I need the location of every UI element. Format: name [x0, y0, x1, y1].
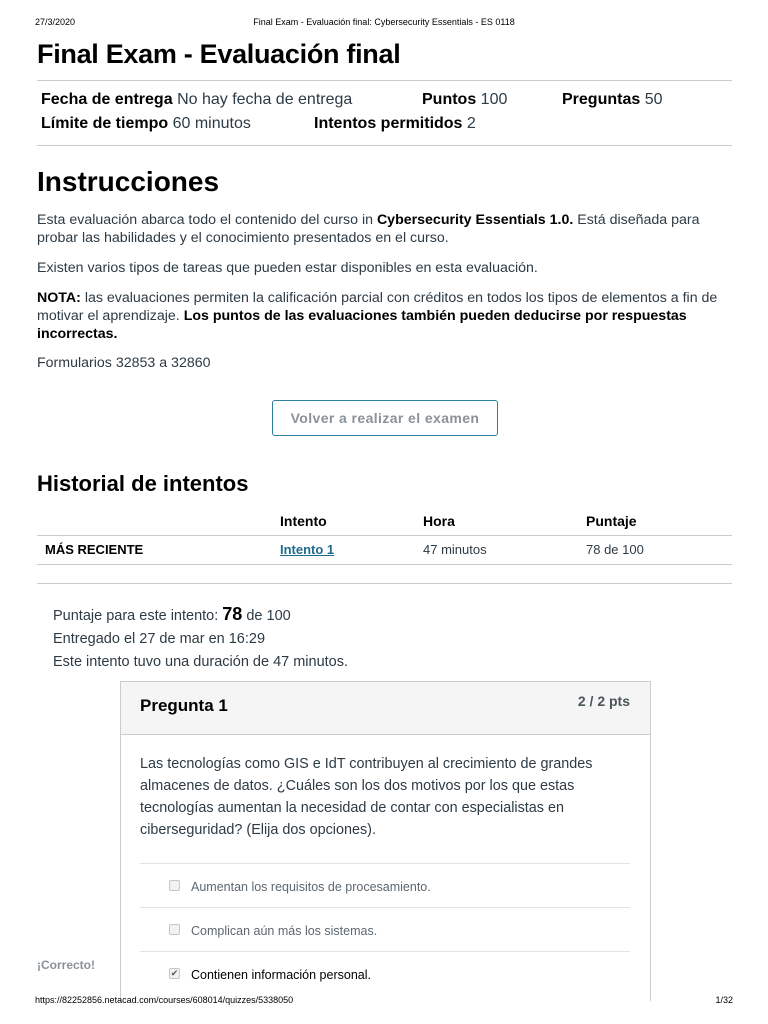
question-points: 2 / 2 pts — [577, 693, 630, 709]
divider — [37, 145, 732, 146]
column-header-time: Hora — [423, 513, 455, 529]
print-date: 27/3/2020 — [35, 17, 76, 27]
question-title: Pregunta 1 — [140, 696, 228, 715]
score-value: 78 — [222, 604, 243, 624]
print-title: Final Exam - Evaluación final: Cybersecurity Essentials - ES 0118 — [253, 17, 515, 27]
divider — [37, 80, 732, 81]
checkbox-icon[interactable] — [169, 924, 180, 935]
checked-checkbox-icon[interactable]: ✔ — [170, 968, 179, 978]
attempt-link-cell — [280, 542, 334, 557]
attempts-label: Intentos permitidos — [314, 115, 463, 132]
checkbox-icon[interactable] — [169, 880, 180, 891]
points-value: 100 — [480, 91, 508, 108]
attempt-1-link[interactable]: Intento 1 — [280, 542, 335, 557]
attempt-score: 78 de 100 — [586, 542, 644, 557]
retake-quiz-button[interactable]: Volver a realizar el examen — [272, 400, 498, 436]
attempt-time: 47 minutos — [423, 542, 487, 557]
duration-line: Este intento tuvo una duración de 47 minutos. — [53, 654, 349, 670]
answer-option[interactable] — [140, 907, 630, 951]
column-header-score: Puntaje — [586, 513, 637, 529]
table-divider — [37, 535, 732, 536]
due-date — [41, 91, 352, 109]
due-date-value: No hay fecha de entrega — [177, 91, 353, 108]
column-header-attempt: Intento — [280, 513, 327, 529]
instructions-paragraph-1: Esta evaluación abarca todo el contenido del curso in Cybersecurity Essentials 1.0. Está diseñada para probar las habilidades y el conocimiento presentados en el curso. — [37, 212, 700, 246]
attempts-value: 2 — [466, 115, 476, 132]
history-heading: Historial de intentos — [37, 471, 249, 496]
answer-label: Complican aún más los sistemas. — [191, 924, 378, 938]
due-date-label: Fecha de entrega — [41, 91, 173, 108]
points — [422, 91, 507, 109]
print-page-number: 1/32 — [715, 995, 733, 1005]
question-card — [120, 681, 651, 1001]
table-divider — [37, 564, 732, 565]
answer-option[interactable] — [140, 951, 630, 995]
question-header — [121, 682, 650, 735]
most-recent-label: MÁS RECIENTE — [45, 542, 144, 557]
attempts-allowed — [314, 115, 476, 133]
correct-flag: ¡Correcto! — [37, 958, 96, 972]
score-line: Puntaje para este intento: 78 de 100 — [53, 604, 291, 624]
questions-value: 50 — [644, 91, 663, 108]
time-limit-value: 60 minutos — [172, 115, 251, 132]
attempt-summary — [53, 603, 348, 674]
time-limit — [41, 115, 251, 133]
divider — [37, 583, 732, 584]
answer-option[interactable] — [140, 863, 630, 907]
instructions-paragraph-3: NOTA: las evaluaciones permiten la calificación parcial con créditos en todos los tipos de elementos a fin de motivar el aprendizaje. Los puntos de las evaluaciones también pueden deducirse por respuestas incorrectas. — [37, 290, 718, 342]
answer-label: Contienen información personal. — [191, 968, 371, 982]
instructions-heading: Instrucciones — [37, 166, 220, 197]
print-header — [0, 17, 768, 29]
instructions-paragraph-4: Formularios 32853 a 32860 — [37, 355, 211, 371]
points-label: Puntos — [422, 91, 477, 108]
questions-label: Preguntas — [562, 91, 641, 108]
question-text: Las tecnologías como GIS e IdT contribuyen al crecimiento de grandes almacenes de datos. ¿Cuáles son los dos motivos por los que estas tecnologías aumentan la necesidad de contar con especialistas en ciberseguridad? (Elija dos opciones). — [140, 756, 593, 838]
print-url: https://82252856.netacad.com/courses/608014/quizzes/5338050 — [35, 995, 294, 1005]
questions-count — [562, 91, 663, 109]
answer-label: Aumentan los requisitos de procesamiento. — [191, 880, 431, 894]
time-limit-label: Límite de tiempo — [41, 115, 169, 132]
page-title: Final Exam - Evaluación final — [37, 39, 401, 69]
submitted-line: Entregado el 27 de mar en 16:29 — [53, 631, 266, 647]
instructions-paragraph-2: Existen varios tipos de tareas que pueden estar disponibles en esta evaluación. — [37, 260, 538, 276]
